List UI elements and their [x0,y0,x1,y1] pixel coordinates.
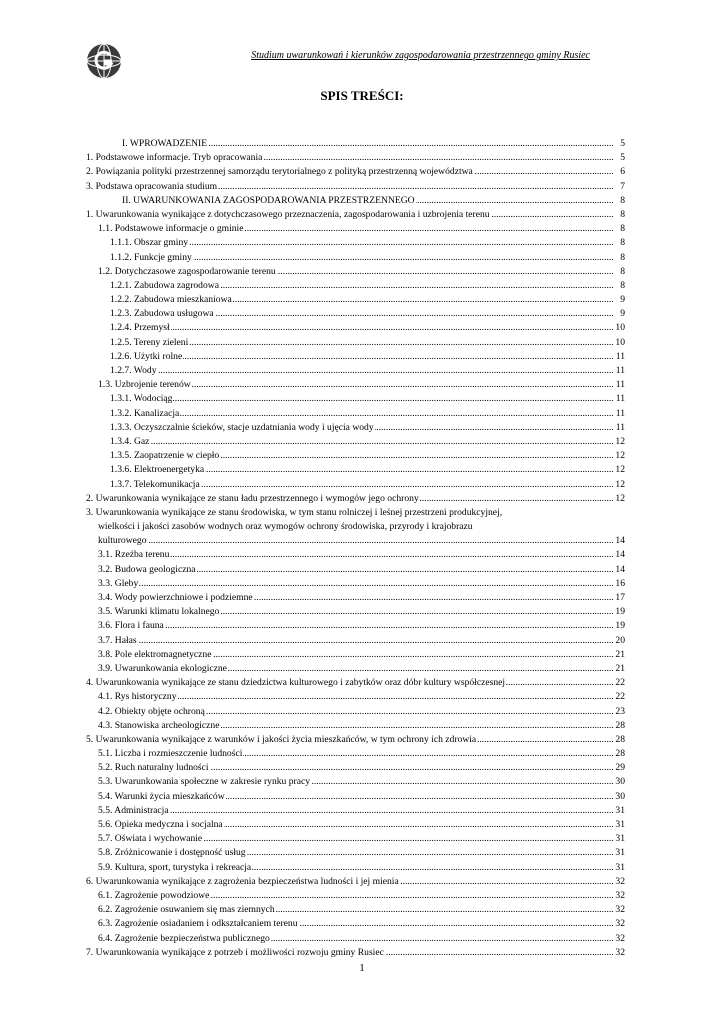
toc-entry[interactable] [86,917,625,931]
toc-entry-title: 1.3.6. Elektroenergetyka [110,464,205,476]
toc-entry[interactable] [86,435,625,449]
toc-entry-title: 6. Uwarunkowania wynikające z zagrożenia bezpieczeństwa ludności i jej mienia [86,875,399,887]
toc-entry[interactable] [86,336,625,350]
toc-entry-page: 16 [615,577,625,591]
toc-entry[interactable] [86,662,625,676]
toc-entry-page: 12 [615,492,625,506]
toc-entry-page: 23 [615,705,625,719]
toc-entry-title: 4.3. Stanowiska archeologiczne [98,719,220,731]
toc-entry-page: 31 [615,832,625,846]
toc-entry[interactable] [86,194,625,208]
toc-entry[interactable] [86,605,625,619]
toc-entry-page: 31 [615,846,625,860]
toc-entry[interactable] [86,378,625,392]
toc-entry-title: 2. Uwarunkowania wynikające ze stanu ładu przestrzennego i wymogów jego ochrony [86,492,419,504]
toc-entry-page: 8 [620,279,625,293]
toc-entry-title: 1.2. Dotychczasowe zagospodarowanie terenu [98,265,276,277]
toc-entry[interactable] [86,151,625,165]
toc-entry-page: 30 [615,790,625,804]
toc-entry-page: 11 [616,378,625,392]
toc-entry-page: 28 [615,733,625,747]
toc-entry-page: 10 [615,336,625,350]
toc-entry-page: 8 [620,222,625,236]
toc-entry[interactable] [86,846,625,860]
toc-entry-page: 12 [615,449,625,463]
toc-entry-title: 1.3.4. Gaz [110,435,150,447]
toc-entry[interactable] [86,321,625,335]
toc-entry[interactable] [86,293,625,307]
toc-entry-title: 5.2. Ruch naturalny ludności [98,762,209,774]
toc-entry-title: 1.3.1. Wodociąg [110,393,173,405]
toc-entry[interactable] [86,619,625,633]
toc-entry-title: 1.1. Podstawowe informacje o gminie [98,223,244,235]
toc-entry[interactable] [86,364,625,378]
toc-entry[interactable] [86,818,625,832]
toc-leader-dots [110,407,613,421]
toc-entry-title: 1.2.5. Tereny zieleni [110,336,189,348]
toc-entry[interactable] [86,520,625,534]
toc-entry-title: I. WPROWADZENIE [122,138,208,149]
toc-entry-title: 5.3. Uwarunkowania społeczne w zakresie rynku pracy [98,776,311,788]
toc-entry-page: 14 [615,563,625,577]
toc-entry[interactable] [86,733,625,747]
toc-entry-title: 1.3. Uzbrojenie terenów [98,379,191,391]
toc-entry-page: 31 [615,804,625,818]
toc-entry-title: kulturowego [98,535,147,547]
toc-entry-page: 6 [620,165,625,179]
toc-leader-dots [98,804,613,818]
toc-entry-page: 11 [616,407,625,421]
toc-entry-title: wielkości i jakości zasobów wodnych oraz wymogów ochrony środowiska, przyrody i krajobrazu [98,521,473,533]
toc-entry[interactable] [86,180,625,194]
toc-entry[interactable] [86,222,625,236]
toc-entry[interactable] [86,137,625,151]
toc-entry-title: 6.4. Zagrożenie bezpieczeństwa publicznego [98,932,270,944]
toc-entry-title: 3. Podstawa opracowania studium [86,180,218,192]
toc-entry-page: 8 [620,265,625,279]
toc-entry[interactable] [86,392,625,406]
toc-entry-title: 1. Podstawowe informacje. Tryb opracowania [86,152,263,164]
toc-entry-page: 17 [615,591,625,605]
toc-entry-page: 8 [620,208,625,222]
toc-entry-title: 1.1.2. Funkcje gminy [110,251,192,263]
toc-entry-page: 8 [620,236,625,250]
toc-entry-page: 32 [615,917,625,931]
toc-entry-title: 6.1. Zagrożenie powodziowe [98,889,210,901]
toc-entry-page: 19 [615,605,625,619]
table-of-contents [86,137,625,960]
toc-entry-page: 11 [616,392,625,406]
toc-entry[interactable] [86,903,625,917]
toc-entry-page: 32 [615,903,625,917]
toc-entry-title: 1.3.7. Telekomunikacja [110,478,200,490]
toc-entry-title: 3.7. Hałas [98,634,137,646]
toc-entry[interactable] [86,236,625,250]
toc-entry[interactable] [86,932,625,946]
toc-entry-title: 1.2.7. Wody [110,365,157,376]
toc-entry-page: 21 [615,662,625,676]
toc-entry[interactable] [86,492,625,506]
toc-entry[interactable] [86,804,625,818]
toc-entry[interactable] [86,506,625,520]
toc-entry-title: 5. Uwarunkowania wynikające z warunków i jakości życia mieszkańców, w tym ochrony ich zdrowia [86,733,477,745]
toc-entry-page: 21 [615,648,625,662]
toc-entry-title: 2. Powiązania polityki przestrzennej samorządu terytorialnego z polityką przestrzenną województwa [86,166,473,178]
toc-leader-dots [98,634,613,648]
toc-entry-title: 1.1.1. Obszar gminy [110,237,189,249]
toc-entry-title: 6.3. Zagrożenie osiadaniem i odkształcaniem terenu [98,918,298,930]
toc-entry-page: 5 [620,137,625,151]
toc-leader-dots [98,619,613,633]
toc-entry-title: 4. Uwarunkowania wynikające ze stanu dziedzictwa kulturowego i zabytków oraz dóbr kultury współczesnej [86,677,506,689]
toc-entry[interactable] [86,832,625,846]
toc-entry[interactable] [86,591,625,605]
toc-entry-title: 5.9. Kultura, sport, turystyka i rekreacja [98,861,252,873]
toc-entry-title: 3.1. Rzeźba terenu [98,549,170,561]
toc-entry-title: 3.4. Wody powierzchniowe i podziemne [98,592,253,603]
toc-leader-dots [110,350,613,364]
toc-entry[interactable] [86,676,625,690]
toc-entry[interactable] [86,548,625,562]
toc-entry-title: 5.6. Opieka medyczna i socjalna [98,819,223,830]
toc-entry-title: 3. Uwarunkowania wynikające ze stanu środowiska, w tym stanu rolniczej i leśnej przestrzeni produkcyjnej, [86,506,503,518]
toc-entry[interactable] [86,463,625,477]
toc-entry[interactable] [86,350,625,364]
toc-entry-page: 32 [615,889,625,903]
toc-entry-page: 28 [615,719,625,733]
toc-entry-page: 8 [620,251,625,265]
toc-entry[interactable] [86,790,625,804]
toc-entry-title: 5.7. Oświata i wychowanie [98,833,203,845]
toc-entry-title: 3.9. Uwarunkowania ekologiczne [98,662,227,674]
toc-entry[interactable] [86,889,625,903]
toc-entry-title: 1.2.3. Zabudowa usługowa [110,308,214,320]
toc-entry[interactable] [86,761,625,775]
toc-entry-title: 7. Uwarunkowania wynikające z potrzeb i możliwości rozwoju gminy Rusiec [86,946,384,958]
toc-entry-page: 5 [620,151,625,165]
toc-entry[interactable] [86,705,625,719]
toc-entry-title: 5.8. Zróżnicowanie i dostępność usług [98,847,246,859]
toc-entry-page: 12 [615,435,625,449]
toc-entry-title: 3.6. Flora i fauna [98,620,164,632]
toc-leader-dots [110,321,613,335]
toc-entry-page: 30 [615,775,625,789]
toc-entry[interactable] [86,449,625,463]
toc-entry-page: 31 [615,818,625,832]
toc-entry-page: 22 [615,690,625,704]
toc-entry[interactable] [86,534,625,548]
toc-entry-page: 14 [615,548,625,562]
toc-entry[interactable] [86,946,625,960]
toc-entry-title: 6.2. Zagrożenie osuwaniem się mas ziemnych [98,904,275,916]
toc-entry-title: 3.2. Budowa geologiczna [98,563,196,575]
toc-entry-title: 3.8. Pole elektromagnetyczne [98,648,212,660]
toc-entry[interactable] [86,208,625,222]
toc-entry-page: 32 [615,875,625,889]
toc-entry-page: 11 [616,421,625,435]
toc-entry[interactable] [86,861,625,875]
toc-entry[interactable] [86,875,625,889]
toc-entry[interactable] [86,165,625,179]
toc-entry-title: 1. Uwarunkowania wynikające z dotychczasowego przeznaczenia, zagospodarowania i uzbrojenia terenu [86,208,490,220]
toc-entry-title: 1.3.3. Oczyszczalnie ścieków, stacje uzdatniania wody i ujęcia wody [110,421,374,433]
toc-entry[interactable] [86,747,625,761]
toc-entry[interactable] [86,407,625,421]
toc-leader-dots [98,577,613,591]
toc-entry-page: 29 [615,761,625,775]
toc-entry-page: 12 [615,463,625,477]
toc-entry-page: 20 [615,634,625,648]
toc-entry[interactable] [86,307,625,321]
toc-entry-page: 11 [616,350,625,364]
toc-entry-page: 11 [616,364,625,378]
toc-entry-page: 9 [620,307,625,321]
toc-entry-page: 10 [615,321,625,335]
toc-entry[interactable] [86,775,625,789]
toc-entry-page: 32 [615,946,625,960]
toc-leader-dots [110,435,613,449]
toc-leader-dots [98,534,613,548]
toc-entry-page: 32 [615,932,625,946]
toc-entry[interactable] [86,577,625,591]
toc-entry-page: 19 [615,619,625,633]
toc-entry-title: 4.1. Rys historyczny [98,691,177,703]
toc-entry-title: 1.3.2. Kanalizacja [110,407,180,419]
toc-entry-page: 8 [620,194,625,208]
toc-entry[interactable] [86,648,625,662]
toc-entry-page: 14 [615,534,625,548]
toc-entry-page: 12 [615,478,625,492]
running-header: Studium uwarunkowań i kierunków zagospodarowania przestrzennego gminy Rusiec [251,50,590,61]
toc-entry[interactable] [86,634,625,648]
toc-entry[interactable] [86,421,625,435]
toc-entry-title: 5.1. Liczba i rozmieszczenie ludności [98,748,243,760]
toc-entry[interactable] [86,478,625,492]
toc-entry-page: 7 [620,180,625,194]
page-number: 1 [359,962,365,974]
toc-entry[interactable] [86,279,625,293]
page-title: SPIS TREŚCI: [320,88,404,103]
toc-entry-page: 28 [615,747,625,761]
toc-entry-title: 1.2.4. Przemysł [110,322,170,334]
toc-entry[interactable] [86,563,625,577]
toc-leader-dots [110,392,613,406]
toc-entry-title: 4.2. Obiekty objęte ochroną [98,705,205,717]
toc-entry-title: 1.2.1. Zabudowa zagrodowa [110,279,219,291]
toc-entry-title: 1.3.5. Zaopatrzenie w ciepło [110,450,220,462]
toc-entry-title: 1.2.2. Zabudowa mieszkaniowa [110,294,232,306]
toc-entry-page: 9 [620,293,625,307]
toc-entry-title: 3.3. Gleby [98,577,139,589]
toc-leader-dots [110,364,613,378]
toc-entry-title: 3.5. Warunki klimatu lokalnego [98,606,220,618]
toc-entry[interactable] [86,265,625,279]
globe-g-logo [86,43,122,79]
toc-entry[interactable] [86,719,625,733]
toc-entry-page: 22 [615,676,625,690]
toc-leader-dots [98,548,613,562]
toc-entry[interactable] [86,690,625,704]
toc-entry-page: 31 [615,861,625,875]
toc-entry-title: 5.5. Administracja [98,804,169,816]
toc-entry[interactable] [86,251,625,265]
toc-entry-title: II. UWARUNKOWANIA ZAGOSPODAROWANIA PRZESTRZENNEGO [122,194,415,206]
toc-entry-title: 5.4. Warunki życia mieszkańców [98,790,225,802]
toc-entry-title: 1.2.6. Użytki rolne [110,350,183,362]
